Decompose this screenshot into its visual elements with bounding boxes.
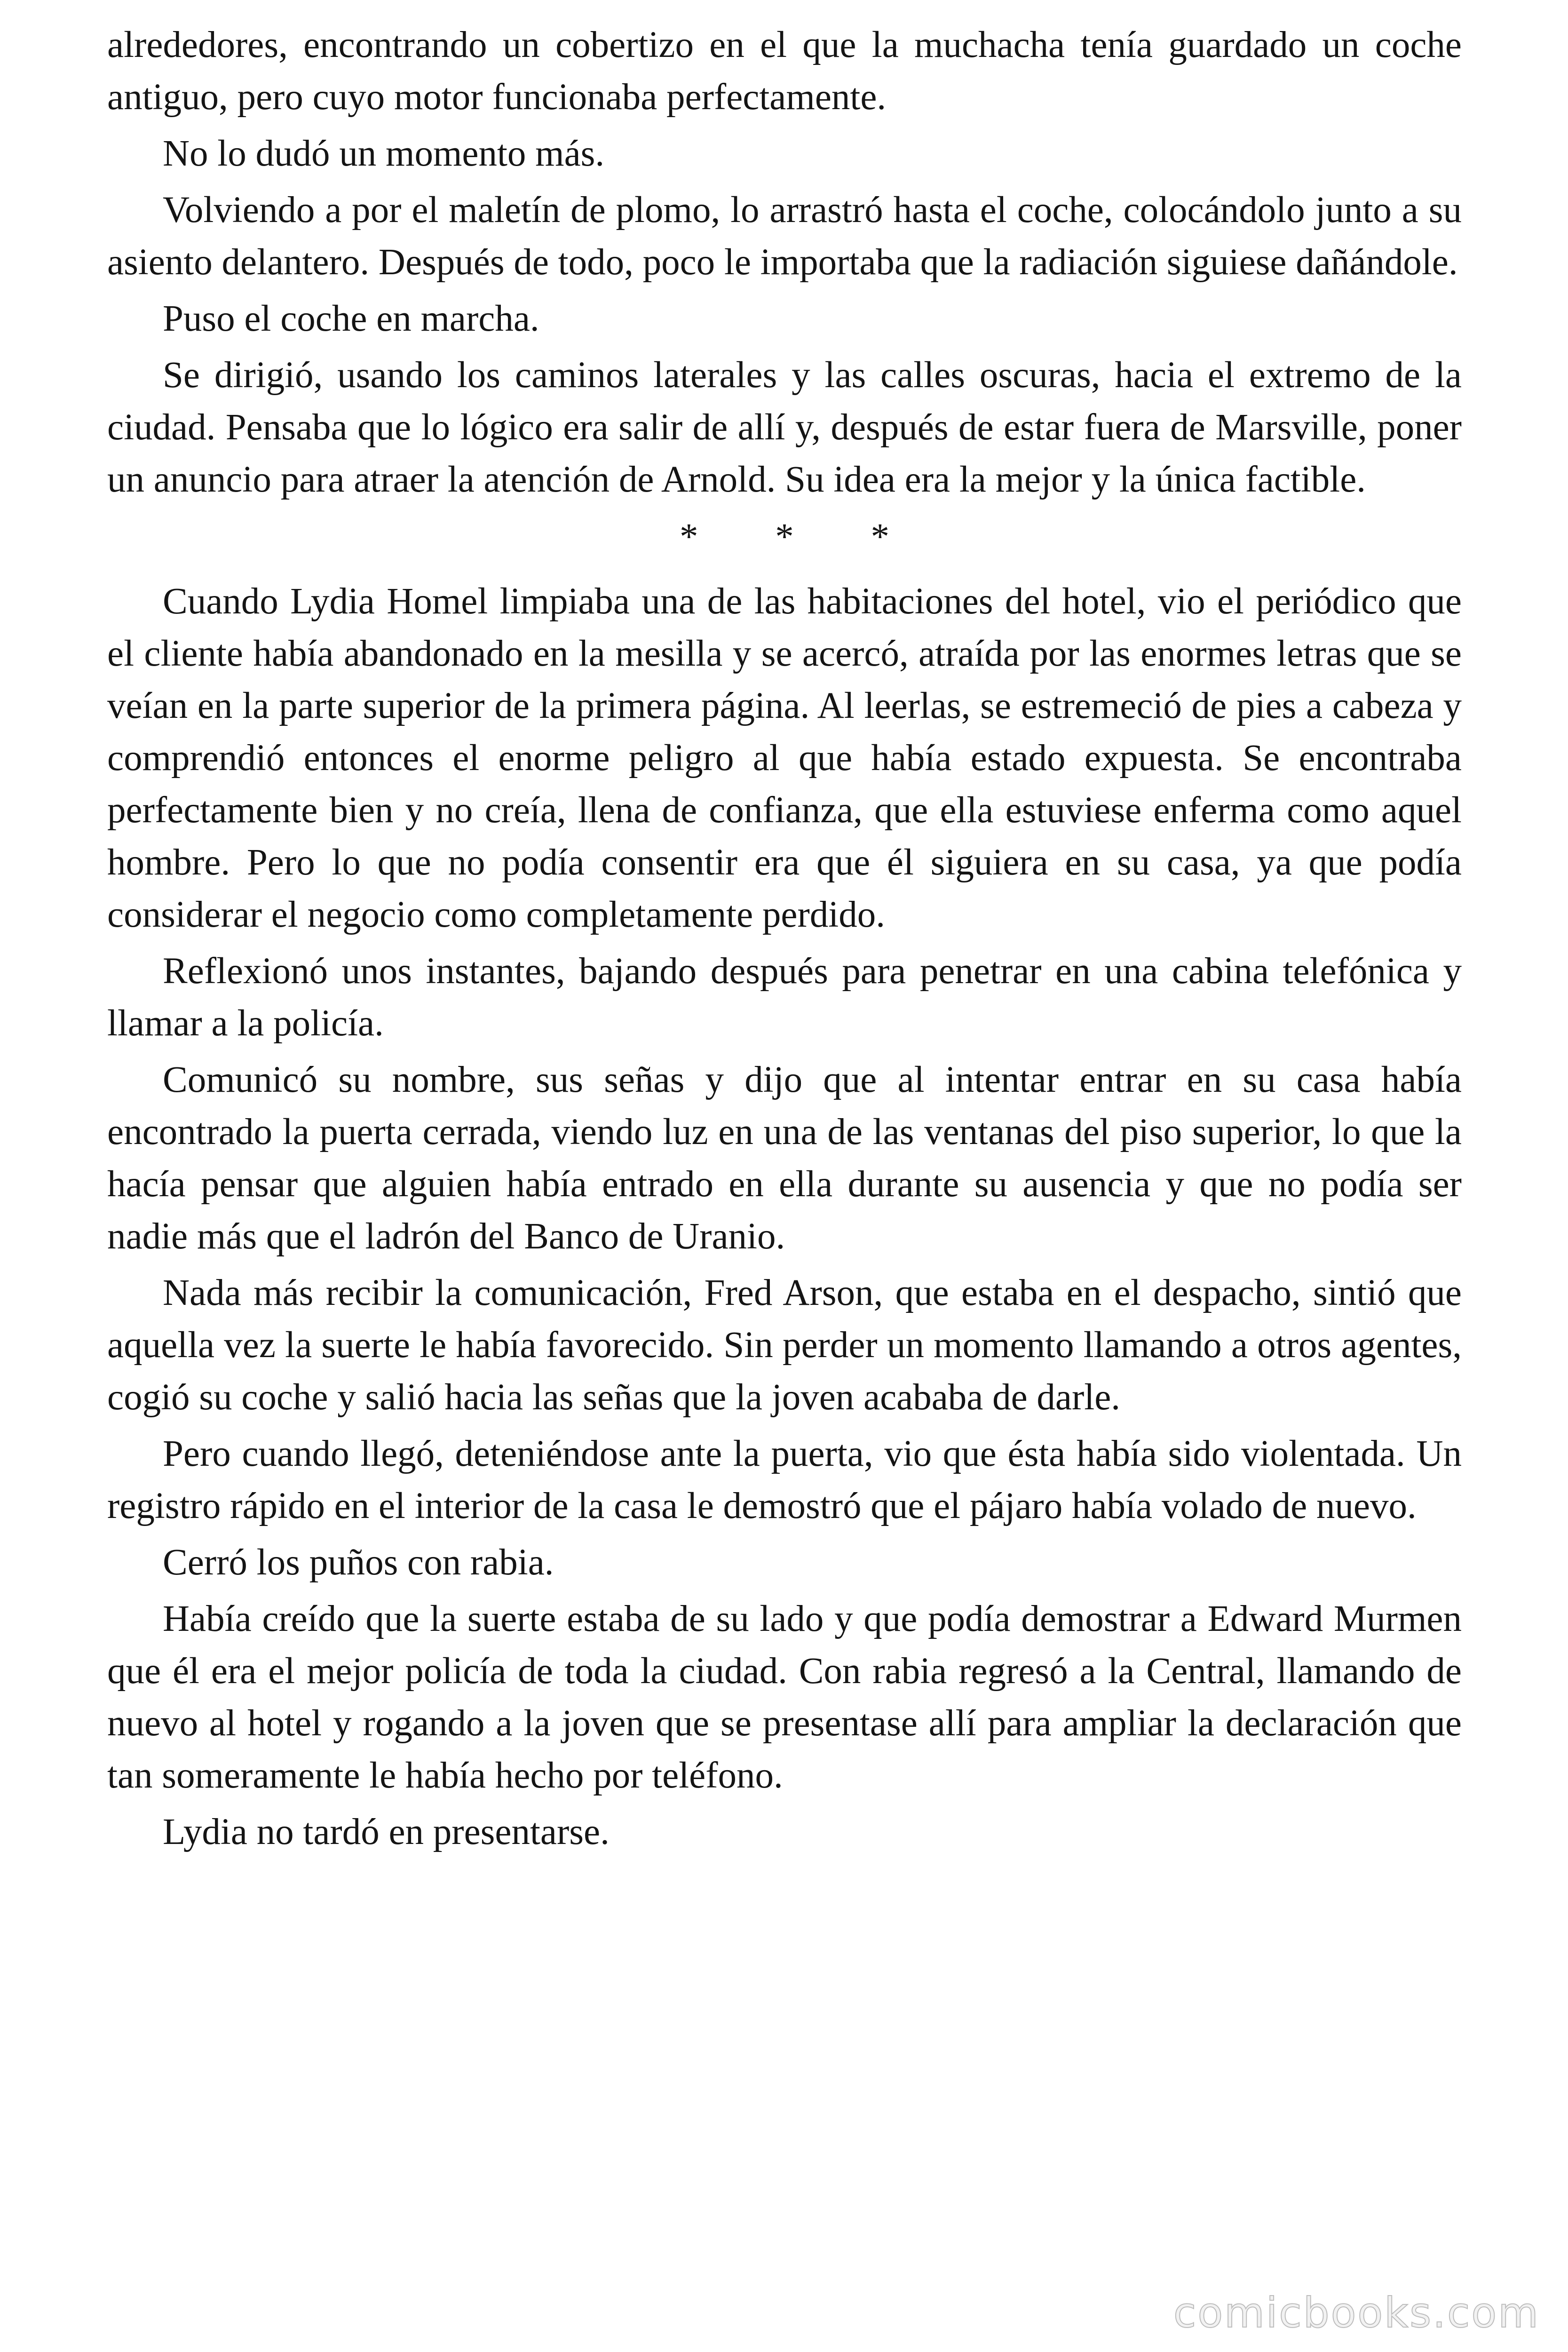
paragraph: Reflexionó unos instantes, bajando después para penetrar en una cabina telefónica y llamar a la policía. bbox=[107, 951, 1462, 1044]
paragraph: Lydia no tardó en presentarse. bbox=[163, 1812, 610, 1852]
paragraph: Nada más recibir la comunicación, Fred Arson, que estaba en el despacho, sintió que aquella vez la suerte le había favorecido. Sin perder un momento llamando a otros agentes, cogió su coche y salió hacia las señas que la joven acababa de darle. bbox=[107, 1272, 1462, 1418]
paragraph: Comunicó su nombre, sus señas y dijo que al intentar entrar en su casa había encontrado la puerta cerrada, viendo luz en una de las ventanas del piso superior, lo que la hacía pensar que alguien había entrado en ella durante su ausencia y que no podía ser nadie más que el ladrón del Banco de Uranio. bbox=[107, 1059, 1462, 1257]
watermark: comicbooks.com bbox=[1173, 2288, 1540, 2337]
paragraph: Había creído que la suerte estaba de su lado y que podía demostrar a Edward Murmen que él era el mejor policía de toda la ciudad. Con rabia regresó a la Central, llamando de nuevo al hotel y rogando a la joven que se presentase allí para ampliar la declaración que tan someramente le había hecho por teléfono. bbox=[107, 1598, 1462, 1796]
paragraph: alrededores, encontrando un cobertizo en el que la muchacha tenía guardado un coche antiguo, pero cuyo motor funcionaba perfectamente. bbox=[107, 24, 1462, 118]
paragraph: Pero cuando llegó, deteniéndose ante la puerta, vio que ésta había sido violentada. Un registro rápido en el interior de la casa le demostró que el pájaro había volado de nuevo. bbox=[107, 1433, 1462, 1526]
separator-asterisk: * bbox=[775, 516, 794, 557]
paragraph: Volviendo a por el maletín de plomo, lo arrastró hasta el coche, colocándolo junto a su asiento delantero. Después de todo, poco le importaba que la radiación siguiese dañándole. bbox=[107, 190, 1462, 283]
section-separator bbox=[107, 510, 1462, 564]
paragraph: Cerró los puños con rabia. bbox=[163, 1542, 554, 1583]
document-page bbox=[107, 19, 1462, 1862]
separator-asterisk: * bbox=[871, 516, 889, 557]
separator-asterisk: * bbox=[680, 516, 698, 557]
paragraph: Puso el coche en marcha. bbox=[163, 298, 539, 339]
paragraph: Cuando Lydia Homel limpiaba una de las habitaciones del hotel, vio el periódico que el cliente había abandonado en la mesilla y se acercó, atraída por las enormes letras que se veían en la parte superior de la primera página. Al leerlas, se estremeció de pies a cabeza y comprendió entonces el enorme peligro al que había estado expuesta. Se encontraba perfectamente bien y no creía, llena de confianza, que ella estuviese enferma como aquel hombre. Pero lo que no podía consentir era que él siguiera en su casa, ya que podía considerar el negocio como completamente perdido. bbox=[107, 581, 1462, 935]
paragraph: No lo dudó un momento más. bbox=[163, 133, 605, 174]
paragraph: Se dirigió, usando los caminos laterales y las calles oscuras, hacia el extremo de la ciudad. Pensaba que lo lógico era salir de allí y, después de estar fuera de Marsville, poner un anuncio para atraer la atención de Arnold. Su idea era la mejor y la única factible. bbox=[107, 355, 1462, 500]
